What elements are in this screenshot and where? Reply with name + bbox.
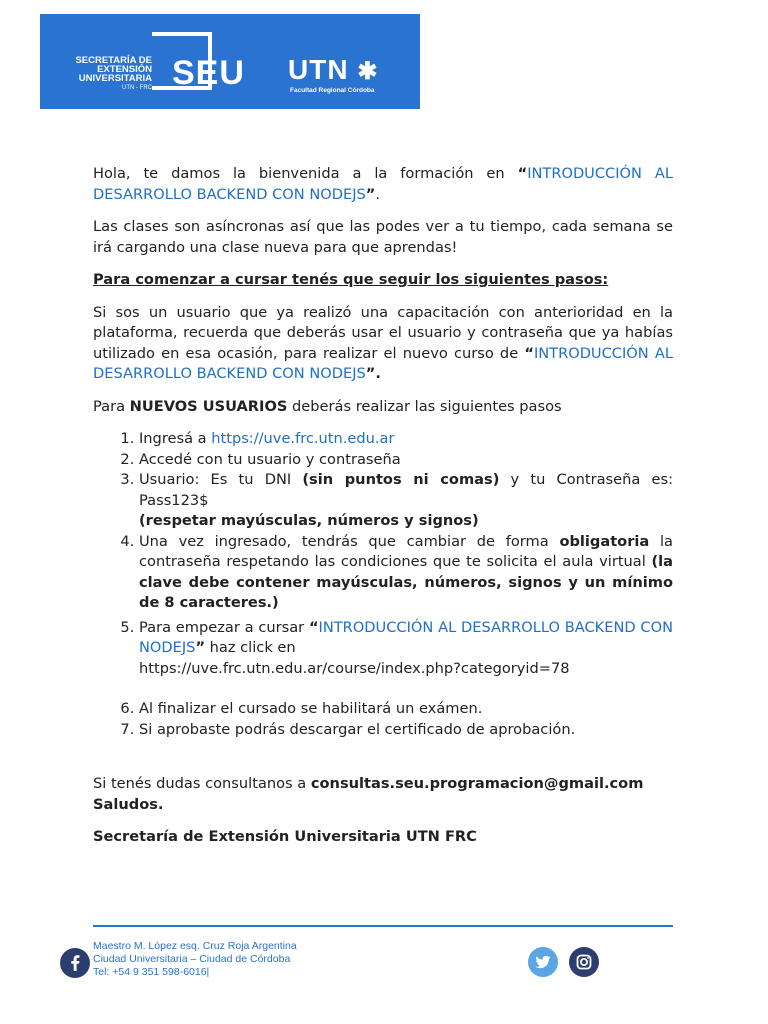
step-1 [139,429,673,450]
banner-line-1: SECRETARÍA DE [75,55,152,66]
footer-address-line-1: Maestro M. López esq. Cruz Roja Argentina [93,940,297,952]
contact-pre: Si tenés dudas consultanos a [93,775,311,792]
header-banner [40,14,420,109]
intro-pre: Hola, te damos la bienvenida a la formación en [93,165,518,182]
saludos: Saludos. [93,795,164,813]
step-4-post: la contraseña respetando las condiciones que te solicita el aula virtual [139,532,673,570]
existing-open-quote: “ [524,344,534,362]
step-3 [139,470,673,532]
contact-email[interactable]: consultas.seu.programacion@gmail.com [310,775,644,792]
footer-phone: Tel: +54 9 351 598-6016| [93,966,210,978]
step-5-open-quote: “ [308,618,319,636]
step-5-text: Para empezar a cursar [139,618,309,636]
step-3-note: (respetar mayúsculas, números y signos) [139,512,479,529]
step-5-post: haz click en [205,639,296,656]
existing-user-paragraph [93,303,673,385]
step-2: 2. Accedé con tu usuario y contraseña [139,450,673,471]
new-users-bold: NUEVOS USUARIOS [129,397,288,415]
step-4-note: (la clave debe contener mayúsculas, números, signos y un mínimo de 8 caracteres.) [139,553,673,611]
new-users-post: deberás realizar las siguientes pasos [287,397,562,415]
footer-address-line-2: Ciudad Universitaria – Ciudad de Córdoba [93,953,291,965]
steps-heading: Para comenzar a cursar tenés que seguir los siguientes pasos: [93,271,609,288]
steps-list [93,429,673,740]
step-4-text: Una vez ingresado, tendrás que cambiar de forma [139,532,560,550]
platform-link[interactable]: https://uve.frc.utn.edu.ar [211,430,395,447]
banner-line-2: EXTENSIÓN [97,64,152,75]
intro-paragraph [93,164,673,205]
existing-close-quote: ”. [365,365,381,382]
step-3-text: Usuario: Es tu DNI [139,471,303,488]
utn-logo [288,54,378,86]
seu-logo: SEU [172,54,245,92]
contact-paragraph [93,774,673,795]
step-3-bold: (sin puntos ni comas) [302,471,500,488]
intro-course-name: INTRODUCCIÓN AL DESARROLLO BACKEND CON NODEJS [93,165,673,203]
async-paragraph: Las clases son asíncronas así que las podes ver a tu tiempo, cada semana se irá cargando una clase nueva para que aprendas! [93,218,673,256]
step-4 [139,532,673,614]
step-4-bold: obligatoria [559,532,650,550]
banner-sub: UTN - FRC [122,85,152,91]
new-users-pre: Para [93,397,130,415]
secretaria-logo-text [62,56,152,93]
twitter-icon[interactable] [528,947,558,977]
signature: Secretaría de Extensión Universitaria UTN FRC [93,828,477,845]
step-5 [139,618,673,680]
footer-address [93,940,297,979]
instagram-icon[interactable] [569,947,599,977]
course-url[interactable]: https://uve.frc.utn.edu.ar/course/index.php?categoryid=78 [139,659,570,677]
step-6: 6. Al finalizar el cursado se habilitará un exámen. [139,699,673,720]
step-5-close-quote: ” [195,639,206,656]
utn-logo-text: UTN [288,54,349,85]
existing-user-text: Si sos un usuario que ya realizó una capacitación con anterioridad en la plataforma, recuerda que deberás usar el usuario y contraseña que ya habías utilizado en esa ocasión, para realizar el nuevo curso de [93,303,673,362]
step-3-post: y tu Contraseña es: Pass123$ [139,471,674,509]
intro-open-quote: “ [517,165,528,182]
intro-close-quote: ” [365,185,376,203]
banner-line-3: UNIVERSITARIA [78,73,152,84]
existing-course-name: INTRODUCCIÓN AL DESARROLLO BACKEND CON NODEJS [93,344,673,382]
letter-body [93,164,673,848]
new-users-paragraph [93,397,673,418]
footer-divider [93,925,673,927]
step-5-course-name: INTRODUCCIÓN AL DESARROLLO BACKEND CON NODEJS [139,618,673,656]
facebook-icon[interactable] [60,948,90,978]
utn-subtitle: Facultad Regional Córdoba [290,87,375,94]
step-1-text: Ingresá a [139,430,212,447]
utn-asterisk-icon: ✱ [357,58,379,85]
intro-post: . [375,185,381,203]
step-7: 7. Si aprobaste podrás descargar el certificado de aprobación. [139,720,673,741]
